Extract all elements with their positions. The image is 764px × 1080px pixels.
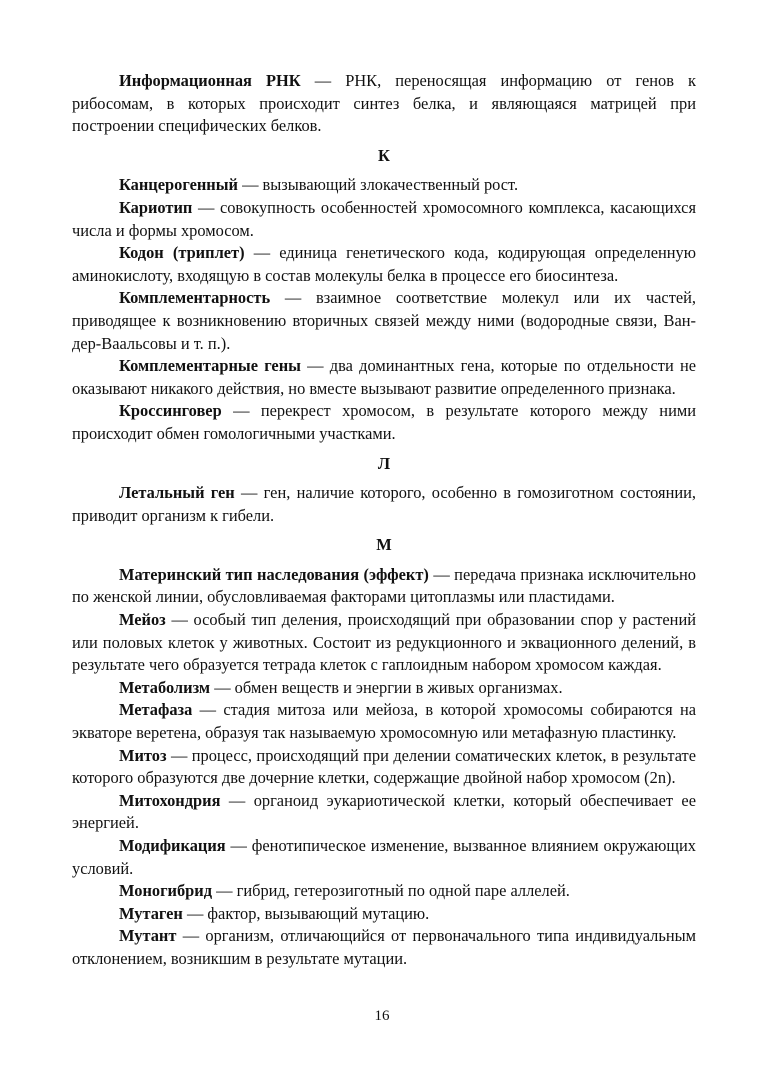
glossary-definition: — два доминантных гена, которые по отдельности не оказывают никакого действия, но вместе вызывают развитие определенного признака. — [72, 356, 696, 398]
glossary-definition: — единица генетического кода, кодирующая определенную аминокислоту, входящую в состав молекулы белка в процессе его биосинтеза. — [72, 243, 696, 285]
glossary-definition: — взаимное соответствие молекул или их частей, приводящее к возникновению вторичных связей между ними (водородные связи, Ван-дер-Ваальсовы и т. п.). — [72, 288, 696, 353]
section-letter: Л — [377, 453, 391, 473]
glossary-definition: — организм, отличающийся от первоначального типа индивидуальным отклонением, возникшим в результате мутации. — [72, 926, 696, 968]
glossary-definition: — стадия митоза или мейоза, в которой хромосомы собираются на экваторе веретена, образуя так называемую хромосомную или метафазную пластинку. — [72, 700, 696, 743]
glossary-term: Кодон (триплет) — [119, 243, 245, 263]
glossary-entry — [72, 197, 696, 242]
glossary-entry — [72, 677, 696, 700]
glossary-entry — [72, 699, 696, 744]
glossary-definition: — совокупность особенностей хромосомного комплекса, касающихся числа и формы хромосом. — [72, 197, 696, 240]
glossary-entry — [72, 564, 696, 609]
glossary-entry — [72, 242, 696, 287]
glossary-term: Митоз — [119, 745, 167, 765]
glossary-term: Моногибрид — [119, 881, 213, 901]
glossary-definition: — гибрид, гетерозиготный по одной паре аллелей. — [212, 881, 570, 901]
glossary-entry — [72, 482, 696, 527]
glossary-entry — [72, 609, 696, 677]
glossary-term: Кроссинговер — [119, 401, 222, 421]
glossary-term: Мейоз — [119, 610, 166, 630]
glossary-term: Модификация — [119, 836, 226, 855]
glossary-definition: — ген, наличие которого, особенно в гомозиготном состоянии, приводит организм к гибели. — [72, 483, 696, 525]
glossary-page — [72, 70, 696, 971]
glossary-definition: — органоид эукариотической клетки, который обеспечивает ее энергией. — [72, 790, 696, 833]
glossary-definition: — фактор, вызывающий мутацию. — [182, 903, 430, 923]
glossary-definition: — РНК, переносящая информацию от генов к рибосомам, в которых происходит синтез белка, и являющаяся матрицей при построении специфических белков. — [72, 71, 697, 136]
glossary-entry — [72, 745, 696, 790]
glossary-definition: — фенотипическое изменение, вызванное влиянием окружающих условий. — [72, 836, 696, 878]
glossary-entry — [72, 880, 696, 903]
glossary-entry — [72, 903, 696, 926]
glossary-entry — [72, 355, 696, 400]
section-letter: К — [378, 145, 390, 165]
glossary-definition: — вызывающий злокачественный рост. — [237, 175, 519, 195]
glossary-term: Материнский тип наследования (эффект) — [119, 564, 429, 584]
glossary-term: Мутаген — [119, 903, 183, 923]
glossary-term: Мутант — [119, 926, 177, 946]
glossary-entry — [72, 925, 696, 970]
glossary-term: Метаболизм — [119, 677, 211, 697]
glossary-entry — [72, 287, 696, 355]
glossary-definition: — особый тип деления, происходящий при образовании спор у растений или половых клеток у животных. Состоит из редукционного и эквационного делений, в результате чего образуется тетрада клеток с гаплоидным набором хромосом каждая. — [72, 610, 696, 675]
glossary-term: Метафаза — [119, 700, 193, 720]
glossary-term: Митохондрия — [119, 790, 221, 810]
glossary-entry — [72, 790, 696, 835]
section-letter: М — [376, 535, 392, 555]
glossary-definition: — передача признака исключительно по женской линии, обусловливаемая факторами цитоплазмы или пластидами. — [72, 564, 697, 607]
glossary-term: Летальный ген — [119, 483, 235, 503]
glossary-entry — [72, 400, 696, 445]
glossary-entry — [72, 835, 696, 880]
glossary-term: Канцерогенный — [119, 175, 238, 195]
glossary-entry — [72, 70, 696, 138]
page-number: 16 — [374, 1008, 390, 1024]
glossary-term: Кариотип — [119, 197, 193, 217]
glossary-definition: — обмен веществ и энергии в живых организмах. — [210, 677, 563, 697]
glossary-term: Комплементарность — [119, 288, 271, 308]
glossary-definition: — перекрест хромосом, в результате которого между ними происходит обмен гомологичными участками. — [72, 401, 696, 443]
glossary-entry — [72, 174, 696, 197]
glossary-definition: — процесс, происходящий при делении соматических клеток, в результате которого образуются две дочерние клетки, содержащие двойной набор хромосом (2n). — [72, 745, 696, 788]
glossary-term: Информационная РНК — [119, 71, 301, 90]
glossary-term: Комплементарные гены — [119, 356, 301, 376]
